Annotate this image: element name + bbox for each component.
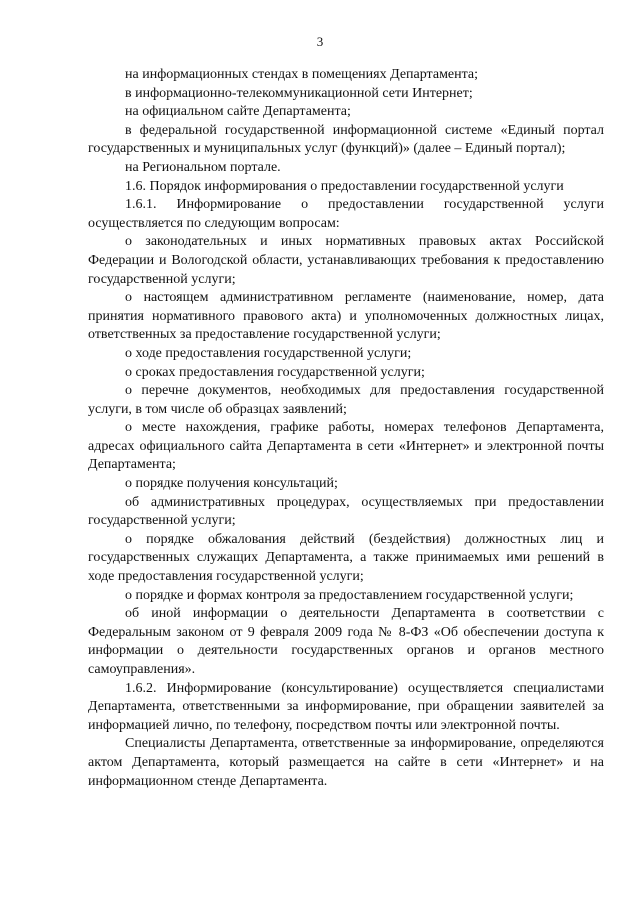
page-number: 3 [316,34,324,49]
list-item: о ходе предоставления государственной услуги; [125,345,412,361]
list-item: о настоящем административном регламенте (наименование, номер, дата принятия нормативного правового акта) и уполномоченных должностных лицах, ответственных за предоставление государственной услуги; [88,290,604,343]
paragraph: на официальном сайте Департамента; [125,104,351,120]
list-item: о сроках предоставления государственной услуги; [125,364,425,380]
paragraph: Специалисты Департамента, ответственные за информирование, определяются актом Департамента, который размещается на сайте в сети «Интернет» и на информационном стенде Департамента. [88,736,604,789]
document-body [88,66,604,791]
section-heading: 1.6. Порядок информирования о предоставлении государственной услуги [125,178,564,194]
list-item: об административных процедурах, осуществляемых при предоставлении государственной услуги; [88,494,604,529]
paragraph: на информационных стендах в помещениях Департамента; [125,67,479,82]
paragraph: на Региональном портале. [125,159,281,175]
list-item: о порядке и формах контроля за предоставлением государственной услуги; [125,587,574,603]
list-item: о порядке получения консультаций; [125,476,338,492]
paragraph: 1.6.1. Информирование о предоставлении государственной услуги осуществляется по следующим вопросам: [88,197,604,231]
list-item: о месте нахождения, графике работы, номерах телефонов Департамента, адресах официального сайта Департамента в сети «Интернет» и электронной почты Департамента; [88,420,604,473]
list-item: о перечне документов, необходимых для предоставления государственной услуги, в том числе об образцах заявлений; [88,383,604,417]
paragraph: в информационно-телекоммуникационной сети Интернет; [125,85,473,101]
list-item: о порядке обжалования действий (бездействия) должностных лиц и государственных служащих Департамента, а также принимаемых ими решений в ходе предоставления государственной услуги; [88,531,604,585]
paragraph: в федеральной государственной информационной системе «Единый портал государственных и муниципальных услуг (функций)» (далее – Единый портал); [88,122,604,157]
paragraph: 1.6.2. Информирование (консультирование) осуществляется специалистами Департамента, ответственными за информирование, при обращении заявителей за информацией лично, по телефону, посредством почты или электронной почты. [88,680,604,733]
list-item: о законодательных и иных нормативных правовых актах Российской Федерации и Вологодской области, устанавливающих требования к предоставлению государственной услуги; [88,234,604,287]
list-item: об иной информации о деятельности Департамента в соответствии с Федеральным законом от 9 февраля 2009 года № 8-ФЗ «Об обеспечении доступа к информации о деятельности государственных органов и органов местного самоуправления». [88,606,604,677]
